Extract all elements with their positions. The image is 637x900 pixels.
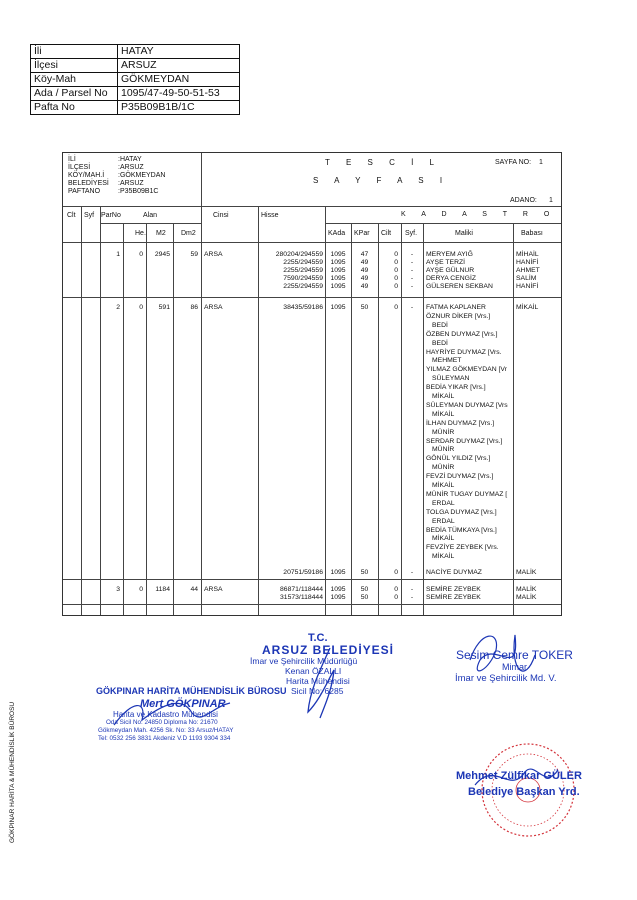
p1-syf: - [410, 275, 414, 282]
col-hisse: Hisse [261, 212, 279, 219]
rule [63, 604, 561, 605]
p1-syf: - [410, 251, 414, 258]
p1-cilt: 0 [394, 259, 398, 266]
p2-owner-line: FEVZİ DUYMAZ [Vrs.] [426, 473, 494, 481]
rule [173, 223, 174, 615]
p3-kada: 1095 [330, 594, 346, 601]
director-dept: İmar ve Şehircilik Md. V. [455, 673, 557, 684]
municipality-stamp-title: Harita Mühendisi [286, 676, 350, 686]
value-pafta: :P35B09B1C [118, 188, 159, 195]
p3-parno: 3 [116, 586, 120, 593]
info-value: P35B09B1B/1C [118, 101, 240, 115]
info-value: 1095/47-49-50-51-53 [118, 87, 240, 101]
p1-babasi: HANİFİ [516, 283, 539, 290]
p2-owner-line: MÜNİR [432, 464, 455, 472]
rule [201, 206, 202, 615]
mayor-name: Mehmet Zülfikar GÜLER [456, 770, 582, 782]
col-syf2: Syf. [405, 230, 418, 237]
info-label: Köy-Mah [31, 73, 118, 87]
value-belediye: :ARSUZ [118, 180, 144, 187]
p3-he: 0 [139, 586, 143, 593]
p2-owner-line: TOLGA DUYMAZ [Vrs.] [426, 508, 497, 516]
bureau-signature [112, 695, 232, 735]
mayor-title: Belediye Başkan Yrd. [468, 786, 580, 798]
municipality-stamp-sicil: Sicil No: 6285 [291, 686, 344, 696]
sayfa-no-label: SAYFA NO: [495, 159, 532, 166]
p2-owner-line: HAYRİYE DUYMAZ [Vrs. [426, 348, 502, 356]
p1-kada: 1095 [330, 259, 346, 266]
p3-kpar: 50 [360, 586, 369, 593]
p2-owner-line: MİKAİL [432, 535, 455, 543]
p2-owner-line: MEHMET [432, 357, 462, 365]
municipality-stamp-tc: T.C. [308, 632, 328, 644]
info-row [31, 73, 240, 87]
col-parno: ParNo [101, 212, 121, 219]
p1-maliki: MERYEM AYIĞ [426, 251, 473, 258]
info-label: Ada / Parsel No [31, 87, 118, 101]
p2-owner-line: FEVZİYE ZEYBEK [Vrs. [426, 544, 499, 552]
value-ilce: :ARSUZ [118, 164, 144, 171]
info-row [31, 45, 240, 59]
p1-dm2: 59 [190, 251, 198, 258]
bureau-stamp-person: Mert GÖKPINAR [140, 698, 226, 710]
rule [423, 223, 424, 615]
value-koy: :GÖKMEYDAN [118, 172, 166, 179]
parcel-info-table [30, 44, 240, 115]
p3-cinsi: ARSA [204, 586, 223, 593]
p2-kpar: 50 [360, 304, 369, 311]
rule [513, 223, 514, 615]
value-il: :HATAY [118, 156, 142, 163]
sayfa-no: 1 [539, 159, 543, 166]
director-name: Sesim Cemre TOKER [456, 648, 573, 662]
p1-cilt: 0 [394, 251, 398, 258]
p1-syf: - [410, 267, 414, 274]
p1-babasi: HANİFİ [516, 259, 539, 266]
p1-maliki: DERYA CENGİZ [426, 275, 476, 282]
p2-he: 0 [139, 304, 143, 311]
p3-maliki: SEMİRE ZEYBEK [426, 586, 481, 593]
p2-babasi: MİKAİL [516, 304, 539, 311]
director-signature [460, 630, 540, 690]
p1-cilt: 0 [394, 275, 398, 282]
p2-parno: 2 [116, 304, 120, 311]
p2-owner-line: SERDAR DUYMAZ [Vrs.] [426, 437, 503, 445]
p1-m2: 2945 [154, 251, 170, 258]
p2-owner-line: MÜNİR [432, 446, 455, 454]
p2-cinsi: ARSA [204, 304, 223, 311]
col-kadastro: K A D A S T R O [401, 211, 557, 218]
p1-kpar: 49 [360, 267, 369, 274]
col-babasi: Babası [521, 230, 543, 237]
p3-syf: - [410, 586, 414, 593]
p1-maliki: AYŞE TERZİ [426, 259, 466, 266]
info-label: Pafta No [31, 101, 118, 115]
p3-babasi: MALİK [516, 586, 537, 593]
p2-owner-line: MİKAİL [432, 410, 455, 418]
info-label: İli [31, 45, 118, 59]
p2-owner-line: MÜNİR [432, 428, 455, 436]
bureau-stamp-oda: Oda Sicil No: 24850 Diploma No: 21670 [106, 719, 218, 726]
col-cinsi: Cinsi [213, 212, 229, 219]
p2-owner-line: BEDİA TÜMKAYA [Vrs.] [426, 526, 497, 534]
side-bureau-text: GÖKPINAR HARİTA & MÜHENDİSLİK BÜROSU [9, 701, 16, 843]
p2-owner-line: MİKAİL [432, 393, 455, 400]
p3-hisse: 86871/118444 [280, 586, 323, 593]
rule [146, 223, 147, 615]
col-alan: Alan [143, 212, 158, 219]
rule [201, 153, 202, 206]
p2-dm2: 86 [190, 304, 198, 311]
label-belediye: BELEDİYESİ [68, 180, 109, 187]
info-value: ARSUZ [118, 59, 240, 73]
sayfasi-heading: S A Y F A S I [313, 176, 450, 185]
col-clt: Clt [67, 212, 76, 219]
bureau-stamp-address: Gökmeydan Mah. 4256 Sk. No: 33 Arsuz/HATAY [98, 727, 234, 734]
p1-hisse: 2255/294559 [283, 267, 323, 274]
tescil-heading: T E S C İ L [325, 158, 441, 167]
p2-owner-line: SÜLEYMAN [432, 375, 470, 383]
p1-maliki: AYŞE GÜLNUR [426, 267, 475, 274]
p2-owner-line: MÜNİR TUGAY DUYMAZ [ [426, 490, 508, 498]
p3-syf: - [410, 594, 414, 601]
p3-dm2: 44 [190, 586, 198, 593]
p3-cilt: 0 [394, 594, 398, 601]
p1-babasi: SALİM [516, 275, 537, 282]
bureau-stamp-phone: Tel: 0532 256 3831 Akdeniz V.D 1193 9304 334 [98, 735, 231, 742]
p2-last-cilt: 0 [394, 569, 398, 576]
p2-owner-line: İLHAN DUYMAZ [Vrs.] [426, 419, 495, 427]
p2-owner-line: GÖNÜL YILDIZ [Vrs.] [426, 455, 491, 463]
p3-m2: 1184 [155, 586, 170, 593]
p2-owner-line: ERDAL [432, 499, 455, 507]
p2-kada: 1095 [330, 304, 346, 311]
rule [101, 223, 201, 224]
p1-maliki: GÜLSEREN SEKBAN [426, 283, 493, 290]
p1-kada: 1095 [330, 283, 346, 290]
adano-label: ADANO: [510, 197, 537, 204]
col-he: He. [135, 230, 146, 237]
p1-kada: 1095 [330, 251, 346, 258]
municipality-stamp-dept: İmar ve Şehircilik Müdürlüğü [250, 656, 358, 666]
p1-kada: 1095 [330, 275, 346, 282]
bureau-stamp-title: Harita ve Kadastro Mühendisi [113, 710, 218, 719]
p2-owner-line: MİKAİL [432, 482, 455, 489]
label-ilce: İLÇESİ [68, 164, 91, 171]
info-label: İlçesi [31, 59, 118, 73]
rule [63, 206, 561, 207]
p2-owner-line: ERDAL [432, 517, 455, 525]
rule [325, 223, 561, 224]
col-cilt: Cilt [381, 230, 392, 237]
rule [123, 223, 124, 615]
label-pafta: PAFTANO [68, 188, 101, 195]
p2-cilt: 0 [394, 304, 398, 311]
director-title: Mimar [502, 662, 527, 672]
p2-owner-line: BEDİ [432, 321, 448, 329]
p2-owner-line: MİKAİL [432, 553, 455, 561]
rule [63, 297, 561, 298]
col-maliki: Maliki [455, 230, 473, 237]
p2-last-hisse: 20751/59186 [283, 569, 323, 576]
adano: 1 [549, 197, 553, 204]
info-row [31, 101, 240, 115]
p1-hisse: 280204/294559 [275, 251, 323, 258]
p2-owner-line: FATMA KAPLANER [426, 304, 486, 311]
p1-syf: - [410, 259, 414, 266]
rule [81, 206, 82, 615]
col-dm2: Dm2 [181, 230, 196, 237]
p1-cinsi: ARSA [204, 251, 223, 258]
info-row [31, 87, 240, 101]
p1-babasi: AHMET [516, 267, 540, 274]
bureau-stamp-name: GÖKPINAR HARİTA MÜHENDİSLİK BÜROSU [96, 686, 287, 696]
p1-cilt: 0 [394, 283, 398, 290]
p2-syf: - [410, 304, 414, 311]
p1-syf: - [410, 283, 414, 290]
rule [100, 206, 101, 615]
p2-last-babasi: MALİK [516, 569, 537, 576]
p1-hisse: 2255/294559 [283, 283, 323, 290]
p3-maliki: SEMİRE ZEYBEK [426, 594, 481, 601]
p3-babasi: MALİK [516, 594, 537, 601]
p1-kpar: 49 [360, 259, 369, 266]
rule [63, 242, 561, 243]
p1-he: 0 [139, 251, 143, 258]
info-row [31, 59, 240, 73]
label-il: İLİ [68, 156, 76, 163]
p2-hisse: 38435/59186 [283, 304, 323, 311]
p1-babasi: MİHAİL [516, 251, 539, 258]
p3-hisse: 31573/118444 [280, 594, 323, 601]
p1-cilt: 0 [394, 267, 398, 274]
info-value: GÖKMEYDAN [118, 73, 240, 87]
p3-kpar: 50 [360, 594, 369, 601]
p2-owner-line: ÖZBEN DUYMAZ [Vrs.] [426, 330, 498, 338]
tescil-record-frame [62, 152, 562, 616]
p2-owner-line: BEDİ [432, 339, 448, 347]
p1-kpar: 47 [360, 251, 369, 258]
p2-owner-line: SÜLEYMAN DUYMAZ [Vrs [426, 401, 508, 409]
p1-kpar: 49 [360, 275, 369, 282]
info-value: HATAY [118, 45, 240, 59]
p2-owner-line: YILMAZ GÖKMEYDAN [Vr [426, 366, 507, 374]
p1-hisse: 2255/294559 [283, 259, 323, 266]
col-syf: Syf [84, 212, 95, 219]
rule [63, 579, 561, 580]
label-koy: KÖY/MAH.İ [68, 172, 105, 179]
p2-last-kpar: 50 [360, 569, 369, 576]
col-kada: KAda [328, 230, 346, 237]
col-m2: M2 [156, 230, 166, 237]
municipality-stamp-name: ARSUZ BELEDİYESİ [262, 643, 395, 657]
municipality-signature [290, 640, 350, 720]
p1-parno: 1 [116, 251, 120, 258]
p2-last-kada: 1095 [330, 569, 346, 576]
p1-hisse: 7590/294559 [283, 275, 323, 282]
p2-last-syf: - [410, 569, 414, 576]
col-kpar: KPar [354, 230, 370, 237]
p1-kada: 1095 [330, 267, 346, 274]
p1-kpar: 49 [360, 283, 369, 290]
p2-owner-line: BEDİA YIKAR [Vrs.] [426, 384, 486, 392]
p3-kada: 1095 [330, 586, 346, 593]
p2-owner-line: ÖZNUR DİKER [Vrs.] [426, 312, 491, 320]
p2-last-maliki: NACİYE DUYMAZ [426, 569, 482, 576]
municipality-stamp-person: Kenan ÖZALLI [285, 666, 342, 676]
mayor-signature [470, 760, 560, 800]
p2-m2: 591 [158, 304, 170, 311]
p3-cilt: 0 [394, 586, 398, 593]
